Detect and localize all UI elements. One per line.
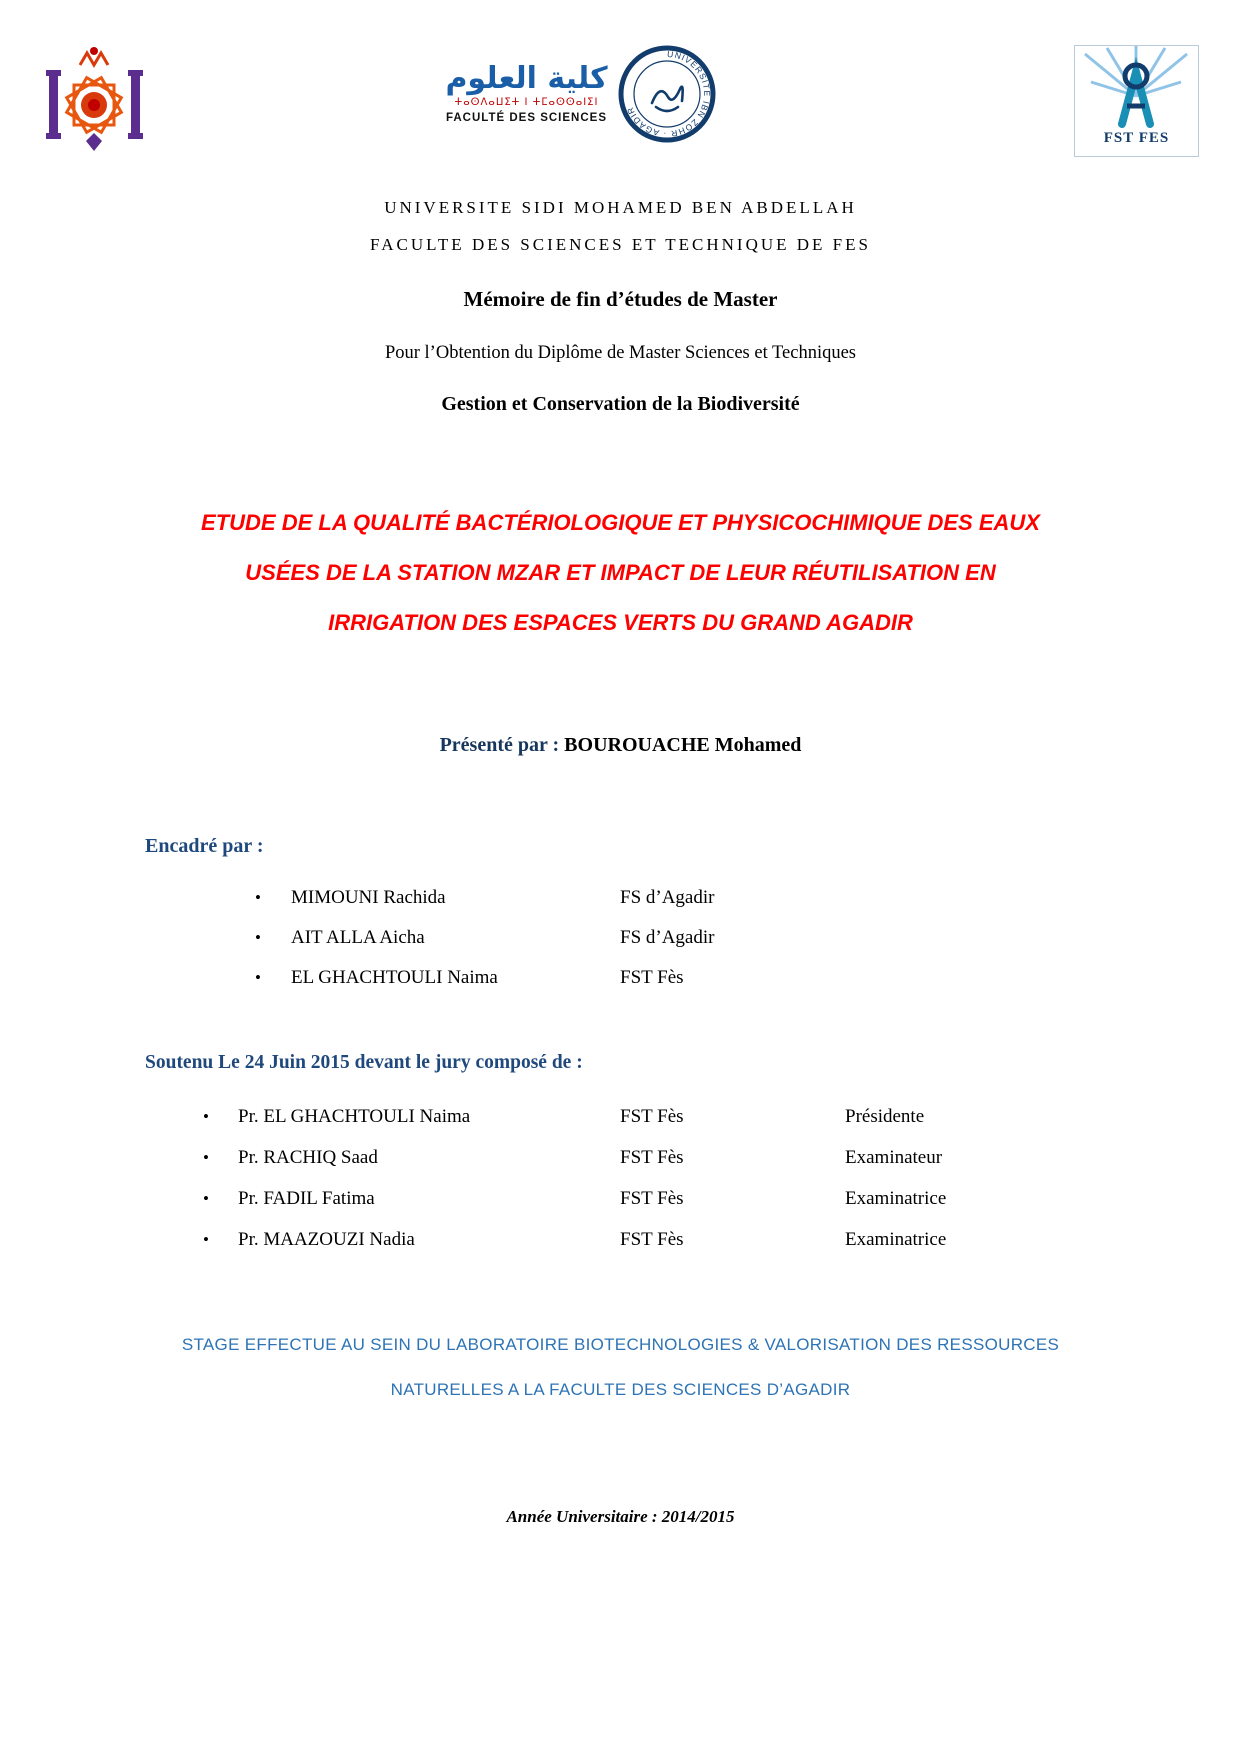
bullet-icon: • xyxy=(203,1229,209,1249)
faculte-tifinagh-line: ⵜⴰⵙⴷⴰⵡⵉⵜ ⵏ ⵜⵎⴰⵙⵙⴰⵏⵉⵏ xyxy=(454,97,599,108)
jury-name: Pr. RACHIQ Saad xyxy=(238,1146,378,1168)
memoir-subtitle: Pour l’Obtention du Diplôme de Master Sciences et Techniques xyxy=(384,343,857,363)
faculte-latin-title: FACULTÉ DES SCIENCES xyxy=(445,112,607,124)
fst-fes-label: FST FES xyxy=(1103,130,1170,146)
bullet-icon: • xyxy=(255,928,261,947)
bullet-icon: • xyxy=(255,888,261,907)
jury-affiliation: FST Fès xyxy=(620,1187,684,1209)
advisor-affiliation: FS d’Agadir xyxy=(620,927,715,948)
memoir-title: Mémoire de fin d’études de Master xyxy=(463,287,778,311)
usmba-emblem-icon xyxy=(42,45,147,160)
advisor-row xyxy=(255,918,1241,958)
internship-line-1: STAGE EFFECTUE AU SEIN DU LABORATOIRE BIOTECHNOLOGIES & VALORISATION DES RESSOURCES xyxy=(181,1335,1060,1354)
jury-name: Pr. MAAZOUZI Nadia xyxy=(238,1228,415,1250)
thesis-title-line-2: USÉES DE LA STATION MZAR ET IMPACT DE LEUR RÉUTILISATION EN xyxy=(245,560,996,585)
thesis-title-line-3: IRRIGATION DES ESPACES VERTS DU GRAND AGADIR xyxy=(328,610,913,635)
faculte-sciences-logo xyxy=(445,45,715,143)
jury-row xyxy=(203,1178,1241,1219)
jury-role: Examinateur xyxy=(845,1146,943,1168)
jury-affiliation: FST Fès xyxy=(620,1105,684,1127)
jury-row xyxy=(203,1096,1241,1137)
advisor-row xyxy=(255,878,1241,918)
jury-role: Examinatrice xyxy=(845,1187,947,1209)
jury-role: Présidente xyxy=(845,1105,925,1127)
jury-affiliation: FST Fès xyxy=(620,1146,684,1168)
supervision-heading: Encadré par : xyxy=(145,835,264,857)
internship-block xyxy=(0,1322,1241,1412)
advisors-list xyxy=(0,878,1241,998)
institution-line-2: FACULTE DES SCIENCES ET TECHNIQUE DE FES xyxy=(370,235,871,254)
advisor-row xyxy=(255,958,1241,998)
jury-affiliation: FST Fès xyxy=(620,1228,684,1250)
jury-row xyxy=(203,1219,1241,1260)
advisor-affiliation: FS d’Agadir xyxy=(620,887,715,908)
academic-year: Année Universitaire : 2014/2015 xyxy=(506,1507,735,1526)
defense-heading: Soutenu Le 24 Juin 2015 devant le jury composé de : xyxy=(145,1052,583,1073)
bullet-icon: • xyxy=(255,968,261,987)
thesis-title-line-1: ETUDE DE LA QUALITÉ BACTÉRIOLOGIQUE ET PHYSICOCHIMIQUE DES EAUX xyxy=(201,510,1040,535)
presented-by-name: BOUROUACHE Mohamed xyxy=(564,734,802,756)
presented-by-line xyxy=(0,734,1241,757)
jury-role: Examinatrice xyxy=(845,1228,947,1250)
fst-fes-logo xyxy=(1074,45,1199,157)
thesis-title xyxy=(0,498,1241,648)
presented-by-label: Présenté par : xyxy=(439,734,560,756)
faculte-arabic-title: كلية العلوم xyxy=(445,61,608,96)
seal-text: UNIVERSITÉ IBN ZOHR · AGADIR xyxy=(624,48,712,140)
jury-row xyxy=(203,1137,1241,1178)
institution-line-1: UNIVERSITE SIDI MOHAMED BEN ABDELLAH xyxy=(384,198,857,217)
jury-name: Pr. FADIL Fatima xyxy=(238,1187,375,1209)
usmba-emblem-logo xyxy=(42,45,147,160)
bullet-icon: • xyxy=(203,1188,209,1208)
faculte-sciences-wordmark xyxy=(445,62,607,126)
bullet-icon: • xyxy=(203,1147,209,1167)
internship-line-2: NATURELLES A LA FACULTE DES SCIENCES D’AGADIR xyxy=(390,1380,851,1399)
advisor-name: EL GHACHTOULI Naima xyxy=(291,967,498,988)
fst-fes-emblem-icon xyxy=(1077,46,1195,132)
advisor-name: AIT ALLA Aicha xyxy=(291,927,425,948)
logos-row xyxy=(0,0,1241,163)
institution-block xyxy=(0,189,1241,263)
jury-name: Pr. EL GHACHTOULI Naima xyxy=(238,1105,471,1127)
advisor-affiliation: FST Fès xyxy=(620,967,684,988)
advisor-name: MIMOUNI Rachida xyxy=(291,887,446,908)
memoir-program: Gestion et Conservation de la Biodiversité xyxy=(441,393,800,415)
jury-list xyxy=(0,1096,1241,1260)
bullet-icon: • xyxy=(203,1106,209,1126)
ibn-zohr-seal-icon xyxy=(618,45,716,143)
